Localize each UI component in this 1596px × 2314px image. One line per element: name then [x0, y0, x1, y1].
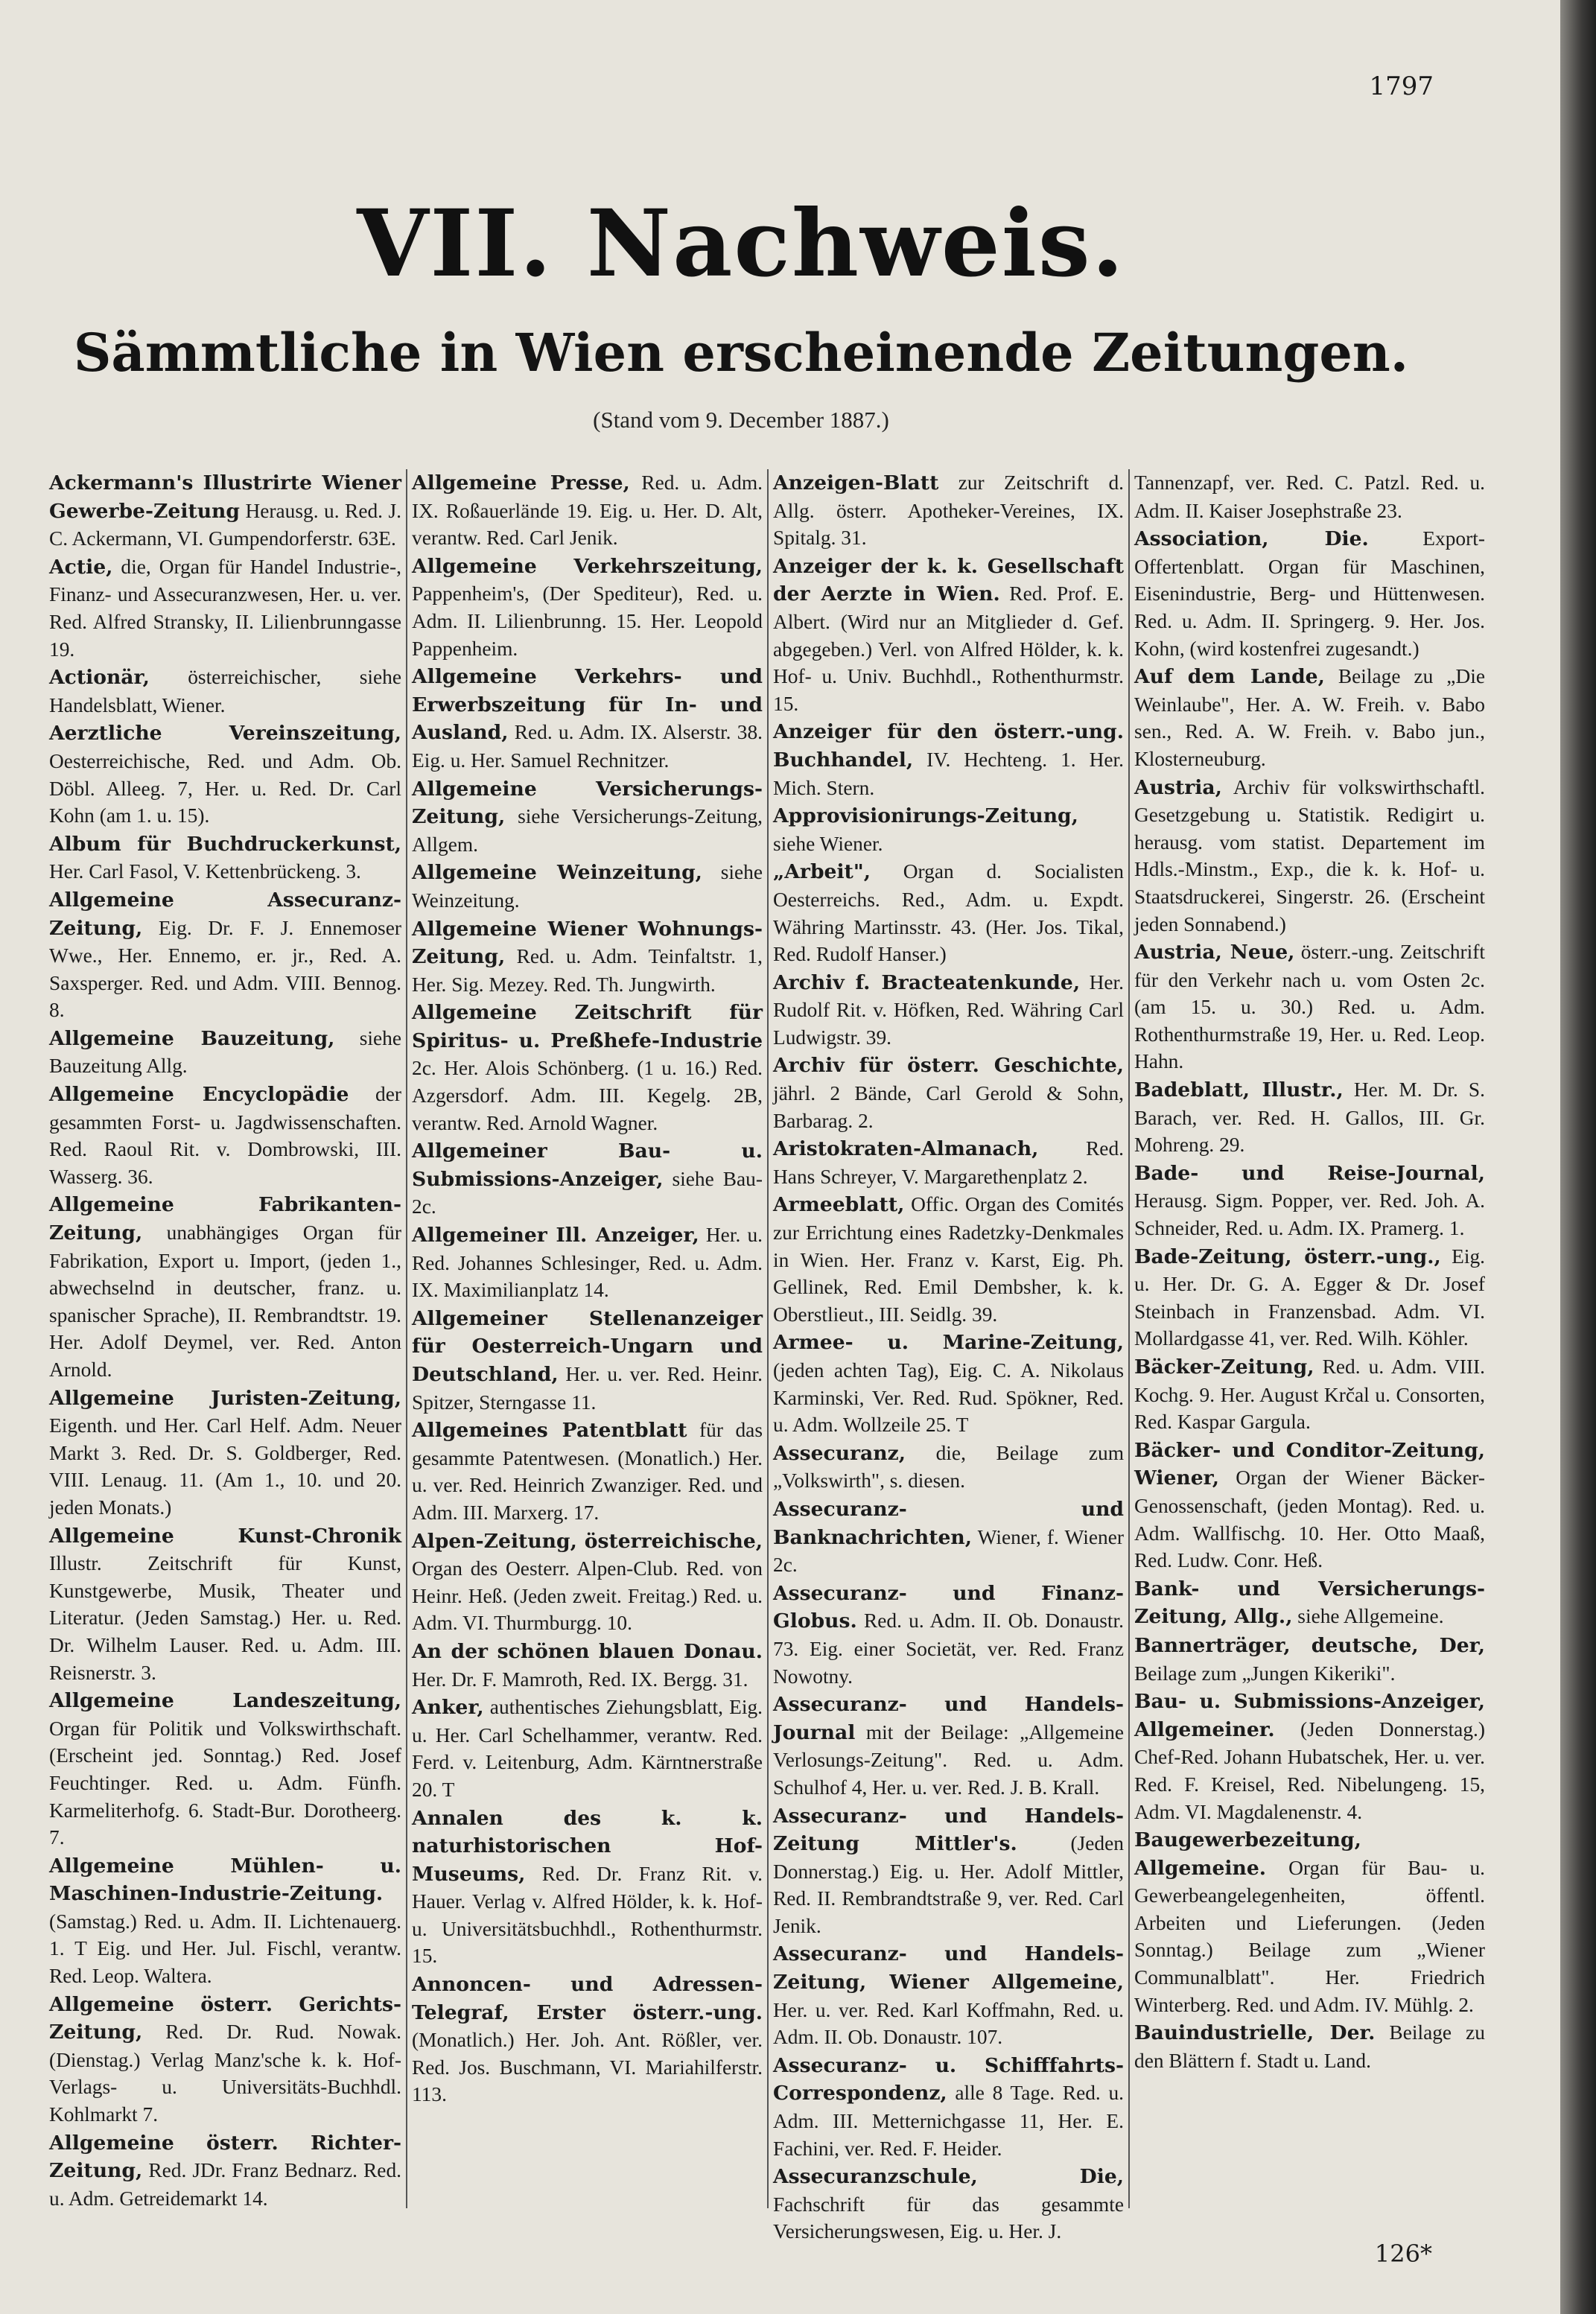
directory-entry	[49, 553, 401, 663]
directory-columns	[45, 469, 1490, 2243]
entry-details: siehe Wiener.	[773, 832, 883, 855]
entry-details: österreichischer, siehe Handelsblatt, Wiener.	[49, 666, 401, 716]
entry-details: Red. u. Adm. Teinfaltstr. 1, Her. Sig. Mezey. Red. Th. Jungwirth.	[412, 945, 763, 996]
directory-entry	[412, 553, 763, 662]
entry-details: Red. u. Adm. IX. Alserstr. 38. Eig. u. Her. Samuel Rechnitzer.	[412, 721, 763, 772]
entry-title: Actie,	[49, 555, 113, 579]
entry-details: österr.-ung. Zeitschrift für den Verkehr nach u. vom Osten 2c. (am 15. u. 30.) Red. u. Adm. Rothenthurmstraße 19, Her. u. Red. Leop. Hahn.	[1134, 941, 1485, 1073]
entry-details: Her. Dr. F. Mamroth, Red. IX. Bergg. 31.	[412, 1668, 748, 1691]
entry-title: Assecuranz,	[773, 1441, 906, 1465]
entry-title: Austria,	[1134, 775, 1222, 799]
entry-details: Beilage zu den Blättern f. Stadt u. Land.	[1134, 2021, 1485, 2072]
section-title: VII. Nachweis.	[357, 190, 1125, 298]
directory-entry	[412, 1305, 763, 1416]
entry-details: Eig. Dr. F. J. Ennemoser Wwe., Her. Ennemo, er. jr., Red. A. Saxsperger. Red. und Adm. VIII. Bennog. 8.	[49, 916, 401, 1022]
entry-title: Bannerträger, deutsche, Der,	[1134, 1633, 1485, 1657]
entry-title: Allgemeine Bauzeitung,	[49, 1026, 335, 1050]
page-number: 1797	[1369, 71, 1434, 101]
dateline: (Stand vom 9. December 1887.)	[593, 407, 889, 433]
entry-title: Anzeiger der k. k. Gesellschaft der Aerzte in Wien.	[773, 554, 1124, 606]
directory-entry	[773, 1191, 1124, 1328]
entry-title: Aristokraten-Almanach,	[773, 1137, 1039, 1161]
directory-entry	[1134, 1437, 1485, 1574]
directory-entry	[49, 719, 401, 829]
column-4	[1128, 469, 1490, 2208]
entry-details: Her. u. ver. Red. Karl Koffmahn, Red. u. Adm. II. Ob. Donaustr. 107.	[773, 1998, 1124, 2049]
directory-entry	[412, 999, 763, 1137]
entry-title: Assecuranz- und Handels-Zeitung, Wiener Allgemeine,	[773, 1942, 1124, 1994]
entry-details: (Monatlich.) Her. Joh. Ant. Rößler, ver. Red. Jos. Buschmann, VI. Mariahilferstr. 113.	[412, 2029, 763, 2106]
entry-title: Album für Buchdruckerkunst,	[49, 832, 401, 856]
directory-entry	[773, 858, 1124, 967]
entry-details: Organ für Bau- u. Gewerbeangelegenheiten, öffentl. Arbeiten und Lieferungen. (Jeden Sonntag.) Beilage zum „Wiener Communalblatt". Her. Friedrich Winterberg. Red. und Adm. IV. Mühlg. 2.	[1134, 1856, 1485, 2016]
entry-details: (Jeden Donnerstag.) Chef-Red. Johann Hubatschek, Her. u. ver. Red. F. Kreisel, Red. Nibelungeng. 15, Adm. VI. Magdalenenstr. 4.	[1134, 1717, 1485, 1823]
entry-details: Her. M. Dr. S. Barach, ver. Red. H. Gallos, III. Gr. Mohreng. 29.	[1134, 1078, 1486, 1157]
directory-entry	[412, 915, 763, 999]
directory-entry	[1134, 1632, 1485, 1687]
signature-mark: 126*	[1374, 2240, 1432, 2268]
entry-details: Eigenth. und Her. Carl Helf. Adm. Neuer Markt 3. Red. Dr. S. Goldberger, Red. VIII. Lenaug. 11. (Am 1., 10. und 20. jeden Monats.)	[49, 1414, 401, 1519]
entry-title: Assecuranz- und Finanz-Globus.	[773, 1581, 1124, 1633]
entry-title: Bau- u. Submissions-Anzeiger, Allgemeiner.	[1134, 1690, 1485, 1741]
entry-details: siehe Bauzeitung Allg.	[49, 1026, 401, 1078]
directory-entry	[1134, 469, 1485, 524]
directory-entry	[412, 1417, 763, 1526]
directory-entry	[412, 1221, 763, 1304]
directory-entry	[412, 1805, 763, 1971]
entry-details: Illustr. Zeitschrift für Kunst, Kunstgewerbe, Musik, Theater und Literatur. (Jeden Samstag.) Her. u. Red. Dr. Wilhelm Lauser. Red. u. Adm. III. Reisnerstr. 3.	[49, 1552, 401, 1684]
directory-entry	[773, 718, 1124, 801]
directory-entry	[773, 1691, 1124, 1801]
directory-entry	[773, 1495, 1124, 1579]
column-3	[767, 469, 1128, 2243]
entry-title: Allgemeine Wiener Wohnungs-Zeitung,	[412, 917, 763, 969]
directory-entry	[49, 469, 401, 553]
directory-entry	[412, 1528, 763, 1637]
directory-entry	[412, 469, 763, 552]
entry-title: Allgemeine österr. Richter-Zeitung,	[49, 2131, 401, 2183]
directory-entry	[1134, 1826, 1485, 2018]
directory-entry	[49, 664, 401, 719]
entry-details: der gesammten Forst- u. Jagdwissenschaften. Red. Raoul Rit. v. Dombrowski, III. Wasserg. 36.	[49, 1083, 401, 1188]
entry-details: siehe Allgemeine.	[1292, 1605, 1444, 1628]
entry-title: Approvisionirungs-Zeitung,	[773, 804, 1078, 828]
entry-title: Allgemeine Encyclopädie	[49, 1083, 349, 1107]
subtitle: Sämmtliche in Wien erscheinende Zeitungen.	[73, 322, 1409, 384]
entry-details: Oesterreichische, Red. und Adm. Ob. Döbl. Alleeg. 7, Her. u. Red. Dr. Carl Kohn (am 1. u. 15).	[49, 749, 401, 827]
entry-details: siehe Versicherungs-Zeitung, Allgem.	[412, 805, 763, 856]
entry-details: für das gesammte Patentwesen. (Monatlich.) Her. u. ver. Red. Heinrich Zwanziger. Red. und Adm. III. Marxerg. 17.	[412, 1419, 763, 1524]
entry-title: Assecuranz- und Handels-Journal	[773, 1693, 1124, 1744]
entry-title: Allgemeine Assecuranz-Zeitung,	[49, 888, 401, 940]
directory-entry	[1134, 1575, 1485, 1631]
entry-details: Export-Offertenblatt. Organ für Maschinen, Eisenindustrie, Berg- und Hüttenwesen. Red. u. Adm. II. Springerg. 9. Her. Jos. Kohn, (wird kostenfrei zugesandt.)	[1134, 527, 1485, 660]
entry-title: Allgemeine Zeitschrift für Spiritus- u. Preßhefe-Industrie	[412, 1001, 763, 1052]
entry-title: An der schönen blauen Donau.	[412, 1639, 763, 1663]
entry-details: Beilage zu „Die Weinlaube", Her. A. W. Freih. v. Babo sen., Red. A. W. Freih. v. Babo jun., Klosterneuburg.	[1134, 665, 1485, 770]
entry-details: Red. u. Adm. II. Ob. Donaustr. 73. Eig. einer Societät, ver. Red. Franz Nowotny.	[773, 1609, 1124, 1688]
directory-entry	[49, 886, 401, 1024]
entry-title: Aerztliche Vereinszeitung,	[49, 722, 401, 746]
entry-title: Allgemeine Mühlen- u. Maschinen-Industrie-Zeitung.	[49, 1854, 401, 1906]
entry-title: Bank- und Versicherungs-Zeitung, Allg.,	[1134, 1577, 1485, 1629]
entry-title: Alpen-Zeitung, österreichische,	[412, 1529, 763, 1553]
entry-title: Allgemeiner Bau- u. Submissions-Anzeiger,	[412, 1139, 763, 1191]
entry-details: siehe Bau- 2c.	[412, 1167, 763, 1218]
entry-title: Anzeiger für den österr.-ung. Buchhandel,	[773, 720, 1124, 772]
entry-title: Archiv für österr. Geschichte,	[773, 1054, 1124, 1078]
entry-title: Allgemeine österr. Gerichts-Zeitung,	[49, 1992, 401, 2044]
entry-title: Auf dem Lande,	[1134, 665, 1325, 689]
entry-title: Allgemeine Landeszeitung,	[49, 1689, 401, 1713]
directory-entry	[49, 830, 401, 886]
directory-entry	[1134, 2019, 1485, 2074]
directory-entry	[773, 1135, 1124, 1190]
entry-details: Organ des Oesterr. Alpen-Club. Red. von Heinr. Heß. (Jeden zweit. Freitag.) Red. u. Adm. VI. Thurmburgg. 10.	[412, 1557, 763, 1635]
entry-details: Tannenzapf, ver. Red. C. Patzl. Red. u. Adm. II. Kaiser Josephstraße 23.	[1134, 471, 1485, 522]
entry-title: Assecuranzschule, Die,	[773, 2165, 1124, 2189]
entry-title: Anzeigen-Blatt	[773, 471, 939, 495]
directory-entry	[412, 1638, 763, 1693]
directory-entry	[773, 2163, 1124, 2245]
directory-entry	[1134, 1243, 1485, 1353]
entry-title: Allgemeine Verkehrs- und Erwerbszeitung für In- und Ausland,	[412, 665, 763, 745]
directory-entry	[412, 775, 763, 859]
entry-details: mit der Beilage: „Allgemeine Verlosungs-Zeitung". Red. u. Adm. Schulhof 4, Her. u. ver. Red. J. B. Krall.	[773, 1720, 1124, 1799]
directory-entry	[1134, 938, 1485, 1075]
entry-details: Red. Dr. Rud. Nowak. (Dienstag.) Verlag Manz'sche k. k. Hof-Verlags- u. Universitäts-Buchhdl. Kohlmarkt 7.	[49, 2021, 401, 2126]
entry-details: Fachschrift für das gesammte Versicherungswesen, Eig. u. Her. J.	[773, 2193, 1124, 2243]
entry-details: IV. Hechteng. 1. Her. Mich. Stern.	[773, 748, 1124, 799]
entry-details: Red. u. Adm. IX. Roßauerlände 19. Eig. u. Her. D. Alt, verantw. Red. Carl Jenik.	[412, 471, 763, 550]
entry-title: Ackermann's Illustrirte Wiener Gewerbe-Zeitung	[49, 471, 401, 523]
entry-details: alle 8 Tage. Red. u. Adm. III. Metternichgasse 11, Her. E. Fachini, ver. Red. F. Heider.	[773, 2082, 1124, 2160]
entry-details: Archiv für volkswirthschaftl. Gesetzgebung u. Statistik. Redigirt u. herausg. vom statist. Departement im Hdls.-Minstm., Exp., die k. k. Hof- u. Staatsdruckerei, Singerstr. 26. (Erscheint jeden Sonnabend.)	[1134, 775, 1485, 935]
column-2	[406, 469, 767, 2208]
entry-details: (Samstag.) Red. u. Adm. II. Lichtenauerg. 1. T Eig. und Her. Jul. Fischl, verantw. Red. Leop. Waltera.	[49, 1910, 401, 1988]
directory-entry	[1134, 1160, 1485, 1242]
entry-title: Armee- u. Marine-Zeitung,	[773, 1331, 1124, 1355]
entry-title: Assecuranz- und Banknachrichten,	[773, 1497, 1124, 1549]
entry-details: jährl. 2 Bände, Carl Gerold & Sohn, Barbarag. 2.	[773, 1082, 1124, 1132]
entry-details: die, Beilage zum „Volkswirth", s. diesen.	[773, 1441, 1124, 1493]
entry-title: Assecuranz- und Handels-Zeitung Mittler's.	[773, 1804, 1124, 1856]
entry-details: Organ für Politik und Volkswirthschaft. (Erscheint jed. Sonntag.) Red. Josef Feuchtinger. Red. u. Adm. Fünfh. Karmeliterhofg. 6. Stadt-Bur. Dorotheerg. 7.	[49, 1717, 401, 1849]
entry-details: Her. u. ver. Red. Heinr. Spitzer, Sterngasse 11.	[412, 1363, 763, 1414]
entry-details: Beilage zum „Jungen Kikeriki".	[1134, 1662, 1396, 1685]
entry-details: Eig. u. Her. Dr. G. A. Egger & Dr. Josef Steinbach in Franzensbad. Adm. VI. Mollardgasse 41, ver. Red. Wilh. Köhler.	[1134, 1245, 1485, 1350]
entry-details: (Jeden Donnerstag.) Eig. u. Her. Adolf Mittler, Red. II. Rembrandtstraße 9, ver. Red. Carl Jenik.	[773, 1832, 1124, 1937]
entry-details: Herausg. u. Red. J. C. Ackermann, VI. Gumpendorferstr. 63E.	[49, 499, 401, 550]
entry-details: Her. Rudolf Rit. v. Höfken, Red. Währing Carl Ludwigstr. 39.	[773, 970, 1125, 1049]
entry-details: Organ der Wiener Bäcker-Genossenschaft, (jeden Montag). Red. u. Adm. Wallfischg. 10. Her. Otto Maaß, Red. Ludw. Conr. Heß.	[1134, 1466, 1485, 1572]
entry-title: Bade-Zeitung, österr.-ung.,	[1134, 1245, 1441, 1268]
entry-details: Organ d. Socialisten Oesterreichs. Red., Adm. u. Expdt. Währing Martinsstr. 43. (Her. Jos. Tikal, Red. Rudolf Hanser.)	[773, 860, 1124, 966]
entry-title: Allgemeines Patentblatt	[412, 1419, 687, 1443]
directory-entry	[49, 1025, 401, 1080]
entry-title: Allgemeine Juristen-Zeitung,	[49, 1386, 401, 1410]
entry-details: Herausg. Sigm. Popper, ver. Red. Joh. A. Schneider, Red. u. Adm. IX. Pramerg. 1.	[1134, 1189, 1485, 1240]
entry-title: Allgemeiner Ill. Anzeiger,	[412, 1224, 699, 1247]
entry-details: Pappenheim's, (Der Spediteur), Red. u. Adm. II. Lilienbrunng. 15. Her. Leopold Pappenheim.	[412, 582, 763, 660]
directory-entry	[49, 1991, 401, 2129]
entry-title: Allgemeine Presse,	[412, 471, 630, 495]
entry-details: Red. Dr. Franz Rit. v. Hauer. Verlag v. Alfred Hölder, k. k. Hof- u. Universitätsbuchhdl., Rothenthurmstr. 15.	[412, 1862, 763, 1968]
entry-title: Badeblatt, Illustr.,	[1134, 1078, 1344, 1102]
entry-details: Red. u. Adm. VIII. Kochg. 9. Her. August Krčal u. Consorten, Red. Kaspar Gargula.	[1134, 1355, 1485, 1434]
entry-title: Allgemeiner Stellenanzeiger für Oesterreich-Ungarn und Deutschland,	[412, 1306, 763, 1386]
directory-entry	[773, 1052, 1124, 1134]
entry-title: Annoncen- und Adressen-Telegraf, Erster österr.-ung.	[412, 1973, 763, 2024]
directory-entry	[773, 1329, 1124, 1438]
entry-title: Anker,	[412, 1696, 484, 1720]
directory-entry	[773, 1802, 1124, 1940]
entry-details: Offic. Organ des Comités zur Errichtung eines Radetzky-Denkmales in Wien. Her. Franz v. Karst, Eig. Ph. Gellinek, Red. Emil Dembsher, k. k. Oberstlieut., III. Seidlg. 39.	[773, 1193, 1124, 1326]
entry-title: Austria, Neue,	[1134, 941, 1295, 964]
entry-details: 2c. Her. Alois Schönberg. (1 u. 16.) Red. Azgersdorf. Adm. III. Kegelg. 2B, verantw. Red. Arnold Wagner.	[412, 1057, 763, 1134]
entry-details: Wiener, f. Wiener 2c.	[773, 1525, 1124, 1577]
directory-entry	[49, 1081, 401, 1190]
directory-entry	[412, 1137, 763, 1221]
entry-title: „Arbeit",	[773, 860, 871, 884]
entry-details: Her. Carl Fasol, V. Kettenbrückeng. 3.	[49, 860, 361, 883]
entry-details: die, Organ für Handel Industrie-, Finanz- und Assecuranzwesen, Her. u. ver. Red. Alfred Stransky, II. Lilienbrunngasse 19.	[49, 555, 401, 661]
directory-entry	[412, 1971, 763, 2108]
entry-title: Allgemeine Kunst-Chronik	[49, 1524, 401, 1548]
directory-entry	[1134, 525, 1485, 662]
entry-title: Baugewerbezeitung, Allgemeine.	[1134, 1828, 1361, 1880]
column-1	[45, 469, 406, 2208]
directory-entry	[412, 859, 763, 914]
entry-details: Red. Prof. E. Albert. (Wird nur an Mitglieder d. Gef. abgegeben.) Verl. von Alfred Hölder, k. k. Hof- u. Univ. Buchhdl., Rothenthurmstr. 15.	[773, 582, 1124, 715]
entry-title: Bauindustrielle, Der.	[1134, 2021, 1376, 2045]
entry-details: Her. u. Red. Johannes Schlesinger, Red. u. Adm. IX. Maximilianplatz 14.	[412, 1224, 763, 1302]
book-binding-edge	[1560, 0, 1596, 2314]
directory-entry	[773, 1580, 1124, 1690]
directory-entry	[773, 1440, 1124, 1495]
directory-entry	[412, 1694, 763, 1803]
entry-title: Armeeblatt,	[773, 1193, 905, 1217]
entry-title: Archiv f. Bracteatenkunde,	[773, 970, 1081, 994]
directory-entry	[773, 1940, 1124, 2050]
entry-details: zur Zeitschrift d. Allg. österr. Apotheker-Vereines, IX. Spitalg. 31.	[773, 471, 1124, 550]
directory-entry	[49, 1522, 401, 1687]
entry-details: Red. Hans Schreyer, V. Margarethenplatz 2.	[773, 1137, 1124, 1188]
entry-title: Association, Die.	[1134, 527, 1369, 551]
directory-entry	[1134, 774, 1485, 938]
entry-details: siehe Weinzeitung.	[412, 861, 763, 912]
directory-entry	[49, 1191, 401, 1383]
entry-details: (jeden achten Tag), Eig. C. A. Nikolaus Karminski, Ver. Red. Rud. Spökner, Red. u. Adm. Wollzeile 25. T	[773, 1359, 1124, 1437]
directory-entry	[773, 2052, 1124, 2162]
entry-title: Assecuranz- u. Schifffahrts-Correspondenz,	[773, 2053, 1124, 2105]
directory-entry	[773, 969, 1124, 1052]
entry-title: Allgemeine Weinzeitung,	[412, 861, 702, 885]
directory-entry	[773, 469, 1124, 552]
directory-entry	[1134, 1076, 1485, 1159]
entry-title: Allgemeine Verkehrszeitung,	[412, 554, 763, 578]
directory-entry	[49, 1687, 401, 1851]
directory-entry	[773, 553, 1124, 718]
entry-title: Allgemeine Fabrikanten-Zeitung,	[49, 1193, 401, 1245]
entry-title: Bäcker- und Conditor-Zeitung, Wiener,	[1134, 1438, 1485, 1490]
directory-entry	[1134, 663, 1485, 772]
entry-details: unabhängiges Organ für Fabrikation, Export u. Import, (jeden 1., abwechselnd in deutscher, franz. u. spanischer Sprache), II. Rembrandtstr. 19. Her. Adolf Deymel, ver. Red. Anton Arnold.	[49, 1221, 401, 1381]
entry-title: Annalen des k. k. naturhistorischen Hof-Museums,	[412, 1806, 763, 1886]
directory-entry	[49, 1385, 401, 1522]
entry-details: authentisches Ziehungsblatt, Eig. u. Her. Carl Schelhammer, verantw. Red. Ferd. v. Leitenburg, Adm. Kärntnerstraße 20. T	[412, 1696, 763, 1801]
directory-entry	[412, 663, 763, 774]
directory-entry	[49, 2129, 401, 2213]
directory-entry	[49, 1852, 401, 1990]
entry-title: Bäcker-Zeitung,	[1134, 1355, 1314, 1379]
entry-title: Actionär,	[49, 666, 150, 690]
directory-entry	[1134, 1688, 1485, 1825]
directory-entry	[773, 802, 1124, 857]
entry-details: Red. JDr. Franz Bednarz. Red. u. Adm. Getreidemarkt 14.	[49, 2159, 401, 2210]
entry-title: Allgemeine Versicherungs-Zeitung,	[412, 777, 763, 829]
entry-title: Bade- und Reise-Journal,	[1134, 1161, 1485, 1185]
directory-entry	[1134, 1353, 1485, 1436]
